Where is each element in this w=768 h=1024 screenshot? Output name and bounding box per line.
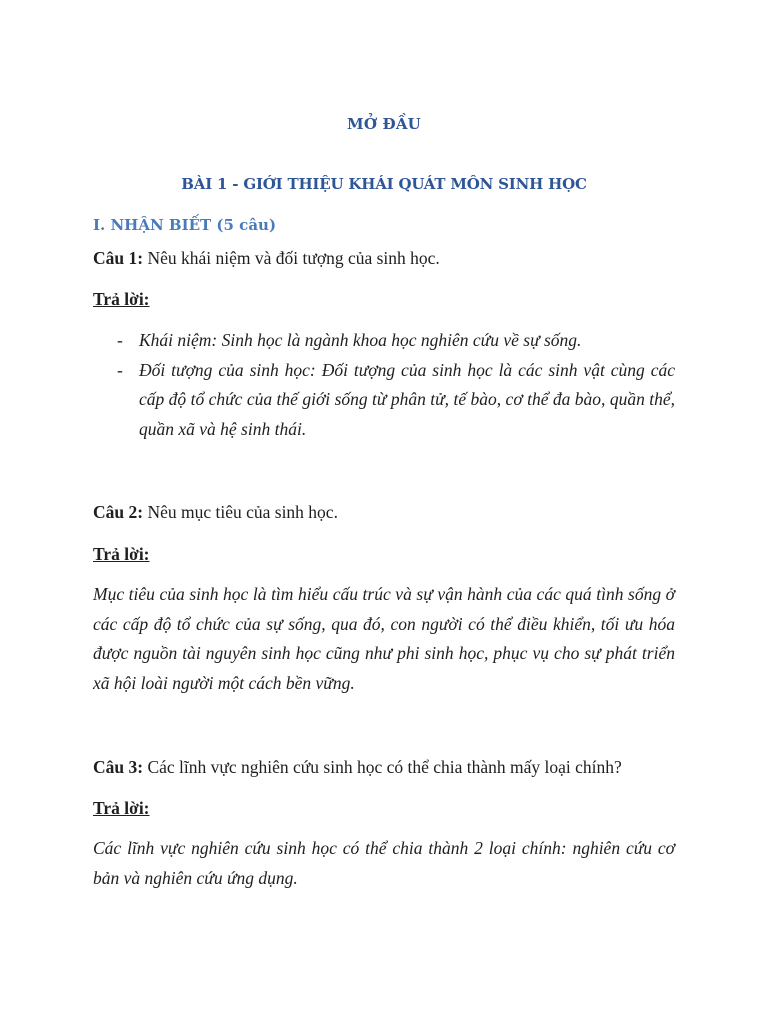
bullet-dash: - xyxy=(117,330,123,350)
question-1 xyxy=(93,247,440,269)
question-2 xyxy=(93,501,338,523)
document-title: MỞ ĐẦU xyxy=(347,115,421,133)
section-heading: I. NHẬN BIẾT (5 câu) xyxy=(93,216,277,234)
question-2-label: Câu 2: xyxy=(93,502,144,522)
question-3 xyxy=(93,756,622,778)
answer-label-2: Trả lời: xyxy=(93,544,150,564)
answer-3: Các lĩnh vực nghiên cứu sinh học có thể chia thành 2 loại chính: nghiên cứu cơ bản và nghiên cứu ứng dụng. xyxy=(93,838,675,888)
question-2-text: Nêu mục tiêu của sinh học. xyxy=(143,502,338,522)
answer-label-1: Trả lời: xyxy=(93,289,150,309)
question-3-label: Câu 3: xyxy=(93,757,144,777)
answer-1-item-2-text: Đối tượng của sinh học: Đối tượng của sinh học là các sinh vật cùng các cấp độ tổ chức của thế giới sống từ phân tử, tế bào, cơ thể đa bào, quần thể, quần xã và hệ sinh thái. xyxy=(139,359,675,439)
question-3-text: Các lĩnh vực nghiên cứu sinh học có thể chia thành mấy loại chính? xyxy=(143,757,622,777)
answer-1-list xyxy=(93,326,675,444)
lesson-title: BÀI 1 - GIỚI THIỆU KHÁI QUÁT MÔN SINH HỌC xyxy=(181,175,587,193)
question-1-text: Nêu khái niệm và đối tượng của sinh học. xyxy=(143,248,440,268)
bullet-dash: - xyxy=(117,359,123,380)
answer-label-3: Trả lời: xyxy=(93,798,150,818)
answer-1-item-1-text: Khái niệm: Sinh học là ngành khoa học nghiên cứu về sự sống. xyxy=(139,330,582,350)
answer-1-item-2 xyxy=(93,356,675,445)
answer-1-item-1 xyxy=(93,326,675,356)
question-1-label: Câu 1: xyxy=(93,248,144,268)
answer-2: Mục tiêu của sinh học là tìm hiểu cấu trúc và sự vận hành của các quá tình sống ở các cấp độ tổ chức của sự sống, qua đó, con người có thể điều khiển, tối ưu hóa được nguồn tài nguyên sinh học cũng như phi sinh học, phục vụ cho sự phát triển xã hội loài người một cách bền vững. xyxy=(93,584,675,693)
